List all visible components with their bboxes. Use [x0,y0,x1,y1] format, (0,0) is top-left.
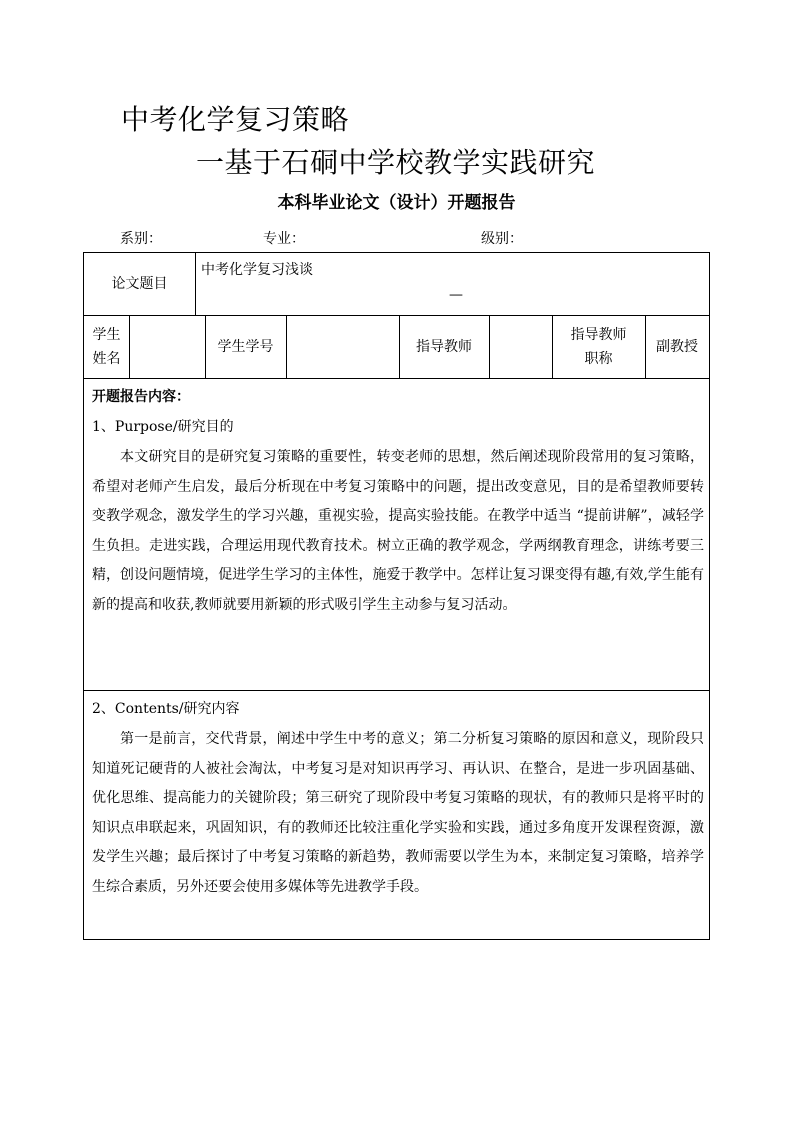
advisor-title-label-line2: 职称 [584,350,613,367]
student-name-label-line1: 学生 [92,326,121,343]
topic-label: 论文题目 [111,276,168,292]
column-divider [195,253,196,315]
title-line-1: 中考化学复习策略 [121,103,350,136]
topic-value: 中考化学复习浅谈 [201,262,313,278]
major-label: 专业： [263,231,305,247]
topic-dash: — [449,287,463,303]
contents-heading: 2、Contents/研究内容 [92,701,240,717]
dept-label: 系别： [120,231,162,247]
advisor-title-label-line1: 指导教师 [570,326,627,343]
student-name-label-line2: 姓名 [92,350,121,367]
column-divider [286,315,287,378]
student-name-label [84,315,129,378]
column-divider [129,315,130,378]
advisor-title-value: 副教授 [656,338,698,355]
purpose-heading: 1、Purpose/研究目的 [92,419,234,435]
title-line-2: 一基于石硐中学校教学实践研究 [196,146,596,179]
advisor-label: 指导教师 [416,338,472,355]
row-divider [84,378,709,379]
purpose-paragraph: 本文研究目的是研究复习策略的重要性，转变老师的思想，然后阐述现阶段常用的复习策略，希望对老师产生启发，最后分析现在中考复习策略中的问题，提出改变意见，目的是希望教师要转变教学观念，激发学生的学习兴趣，重视实验，提高实验技能。在教学中适当 “提前讲解”，减轻学生负担。走进实践，合理运用现代教育技术。树立正确的教学观念，学两纲教育理念，讲练考要三精，创设问题情境，促进学生学习的主体性，施爱于教学中。怎样让复习课变得有趣,有效,学生能有新的提高和收获,教师就要用新颖的形式吸引学生主动参与复习活动。 [92,449,704,613]
student-id-label: 学生学号 [217,338,274,355]
advisor-title-label [552,315,645,378]
grade-label: 级别： [481,231,523,247]
contents-paragraph: 第一是前言，交代背景，阐述中学生中考的意义；第二分析复习策略的原因和意义，现阶段只知道死记硬背的人被社会淘汰，中考复习是对知识再学习、再认识、在整合，是进一步巩固基础、优化思维、提高能力的关键阶段；第三研究了现阶段中考复习策略的现状，有的教师只是将平时的知识点串联起来，巩固知识，有的教师还比较注重化学实验和实践，通过多角度开发课程资源，激发学生兴趣；最后探讨了中考复习策略的新趋势，教师需要以学生为本，来制定复习策略，培养学生综合素质，另外还要会使用多媒体等先进教学手段。 [92,731,704,895]
row-divider [84,690,709,691]
report-title: 本科毕业论文（设计）开题报告 [277,193,516,213]
proposal-form-table [83,252,710,940]
column-divider [489,315,490,378]
section-label: 开题报告内容： [92,389,190,405]
